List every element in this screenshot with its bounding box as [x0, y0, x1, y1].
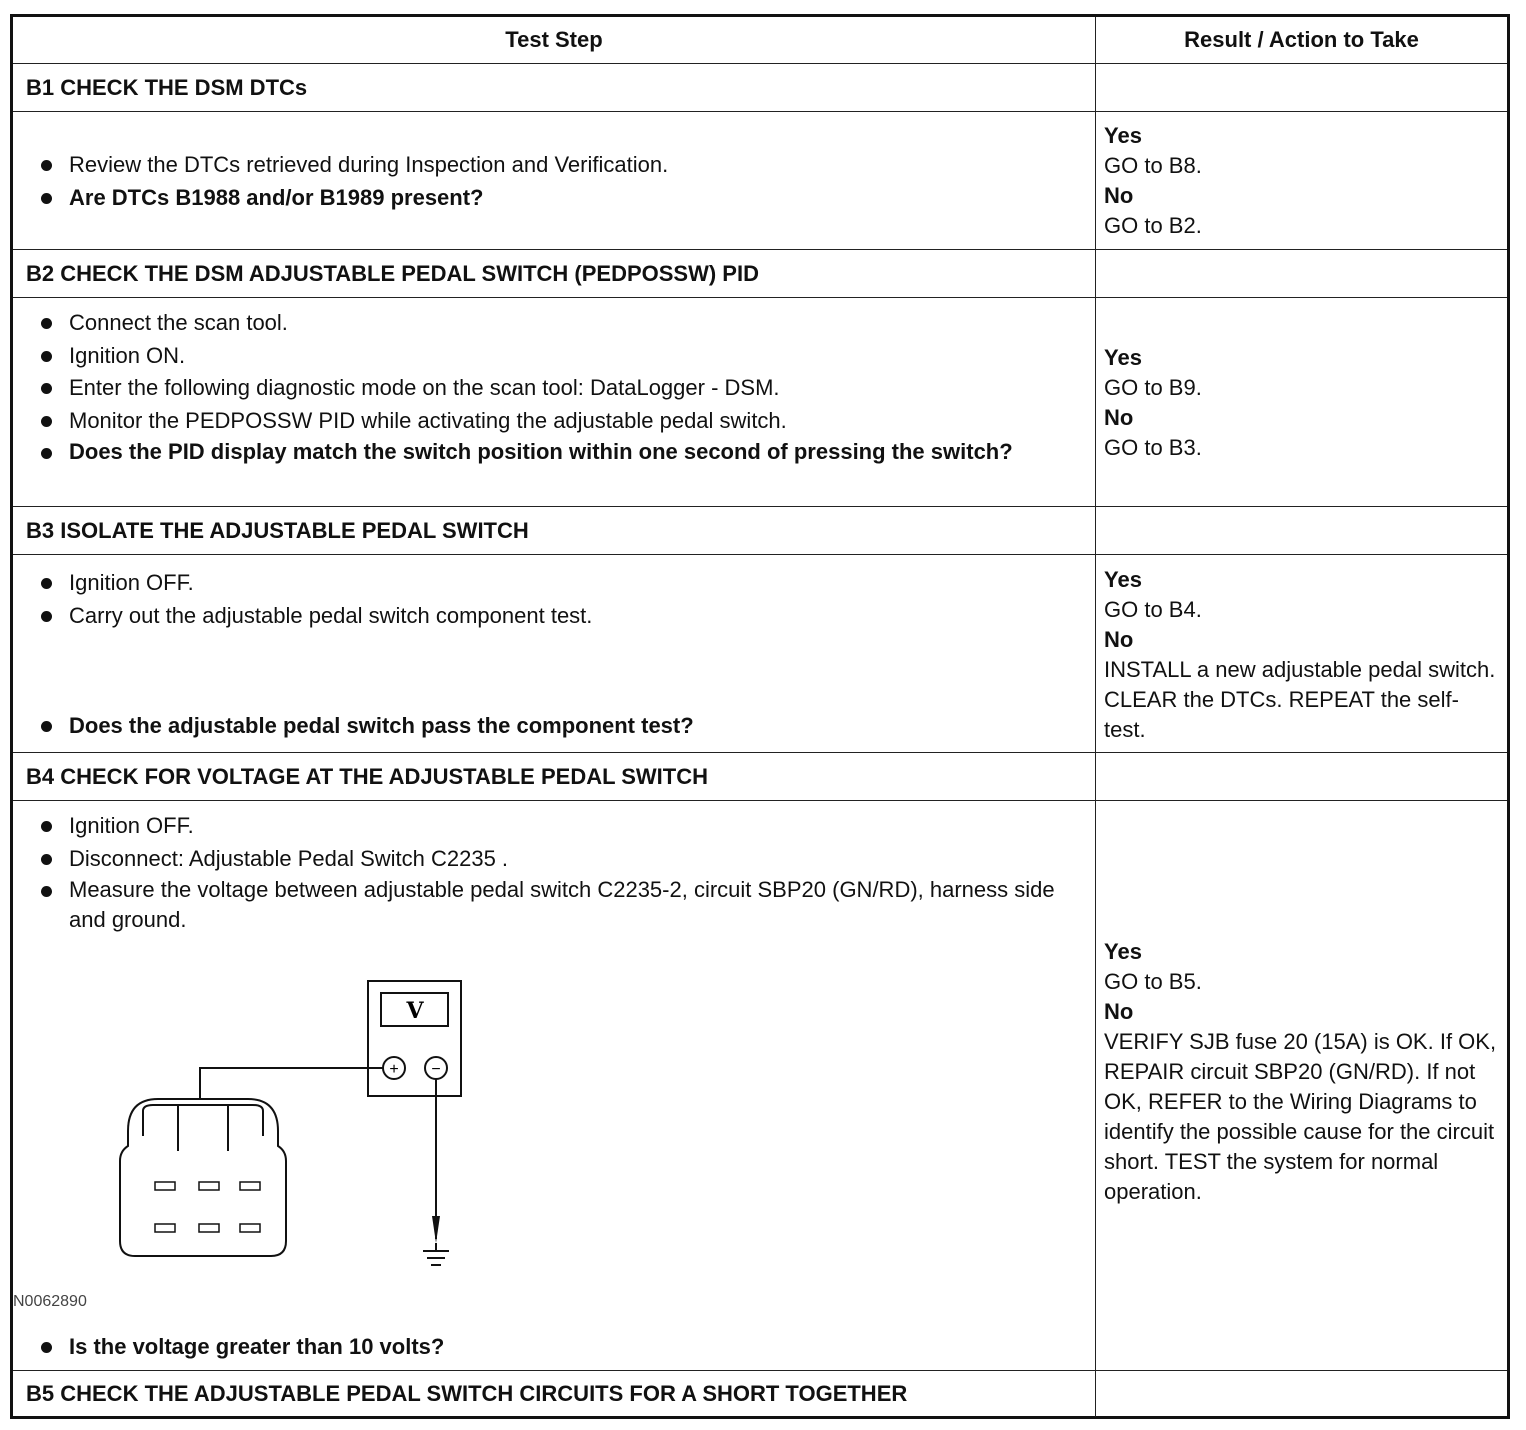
yes-label: Yes [1104, 123, 1142, 148]
bullet-item: Measure the voltage between adjustable pedal switch C2235-2, circuit SBP20 (GN/RD), harness side and ground. [37, 875, 1081, 935]
step-title-result-b4 [1096, 753, 1507, 801]
bullet-list [37, 567, 1081, 743]
connector-pin [155, 1224, 175, 1232]
plus-sign: + [389, 1061, 399, 1078]
connector-pin [240, 1182, 260, 1190]
bullet-item: Ignition ON. [37, 340, 1081, 373]
bullet-question: Does the PID display match the switch position within one second of pressing the switch? [37, 437, 1081, 467]
no-action: INSTALL a new adjustable pedal switch. CLEAR the DTCs. REPEAT the self-test. [1104, 657, 1496, 742]
column-header-test-step: Test Step [13, 17, 1096, 64]
bullet-item: Enter the following diagnostic mode on the scan tool: DataLogger - DSM. [37, 372, 1081, 405]
step-body-b1 [13, 112, 1096, 250]
connector-pin [155, 1182, 175, 1190]
bullet-item: Review the DTCs retrieved during Inspection and Verification. [37, 149, 1081, 182]
voltmeter-label: V [406, 998, 424, 1024]
bullet-item: Disconnect: Adjustable Pedal Switch C2235 . [37, 843, 1081, 876]
no-action: GO to B2. [1104, 213, 1202, 238]
ground-probe-tip [432, 1216, 440, 1243]
bullet-list [37, 810, 1081, 935]
bullet-question: Are DTCs B1988 and/or B1989 present? [37, 182, 1081, 215]
no-label: No [1104, 999, 1134, 1024]
voltmeter-connector-diagram [13, 981, 483, 1311]
column-header-result: Result / Action to Take [1096, 17, 1507, 64]
step-body-b2 [13, 298, 1096, 507]
connector-pin [199, 1224, 219, 1232]
step-body-b3 [13, 555, 1096, 753]
step-title-b4: B4 CHECK FOR VOLTAGE AT THE ADJUSTABLE PEDAL SWITCH [13, 753, 1096, 801]
bullet-item: Ignition OFF. [37, 567, 1081, 600]
no-label: No [1104, 405, 1134, 430]
yes-action: GO to B4. [1104, 597, 1202, 622]
step-body-b4 [13, 801, 1096, 1371]
connector-pin [240, 1224, 260, 1232]
yes-label: Yes [1104, 345, 1142, 370]
yes-label: Yes [1104, 939, 1142, 964]
yes-action: GO to B8. [1104, 153, 1202, 178]
step-result-b4 [1096, 801, 1507, 1371]
yes-action: GO to B9. [1104, 375, 1202, 400]
no-action: VERIFY SJB fuse 20 (15A) is OK. If OK, REPAIR circuit SBP20 (GN/RD). If not OK, REFER to the Wiring Diagrams to identify the possible cause for the circuit short. TEST the system for normal operation. [1104, 1029, 1497, 1204]
step-title-result-b3 [1096, 507, 1507, 555]
bullet-list [37, 1331, 1081, 1364]
connector-pin [199, 1182, 219, 1190]
diagnostic-table [13, 17, 1507, 1417]
figure-id: N0062890 [13, 1293, 87, 1310]
step-title-b3: B3 ISOLATE THE ADJUSTABLE PEDAL SWITCH [13, 507, 1096, 555]
no-label: No [1104, 183, 1134, 208]
bullet-question: Is the voltage greater than 10 volts? [37, 1331, 1081, 1364]
step-title-result-b2 [1096, 250, 1507, 298]
bullet-item: Carry out the adjustable pedal switch component test. [37, 600, 1081, 633]
step-title-result-b5 [1096, 1371, 1507, 1417]
bullet-item: Monitor the PEDPOSSW PID while activating the adjustable pedal switch. [37, 405, 1081, 438]
bullet-question: Does the adjustable pedal switch pass the component test? [37, 710, 1081, 743]
yes-action: GO to B5. [1104, 969, 1202, 994]
bullet-list [37, 307, 1081, 467]
bullet-item: Ignition OFF. [37, 810, 1081, 843]
minus-sign: − [431, 1061, 441, 1078]
no-label: No [1104, 627, 1134, 652]
step-title-b5: B5 CHECK THE ADJUSTABLE PEDAL SWITCH CIRCUITS FOR A SHORT TOGETHER [13, 1371, 1096, 1417]
bullet-item: Connect the scan tool. [37, 307, 1081, 340]
step-title-b1: B1 CHECK THE DSM DTCs [13, 64, 1096, 112]
yes-label: Yes [1104, 567, 1142, 592]
step-result-b3 [1096, 555, 1507, 753]
step-title-b2: B2 CHECK THE DSM ADJUSTABLE PEDAL SWITCH (PEDPOSSW) PID [13, 250, 1096, 298]
step-result-b2 [1096, 298, 1507, 507]
bullet-list [37, 149, 1081, 214]
no-action: GO to B3. [1104, 435, 1202, 460]
step-title-result-b1 [1096, 64, 1507, 112]
step-result-b1 [1096, 112, 1507, 250]
